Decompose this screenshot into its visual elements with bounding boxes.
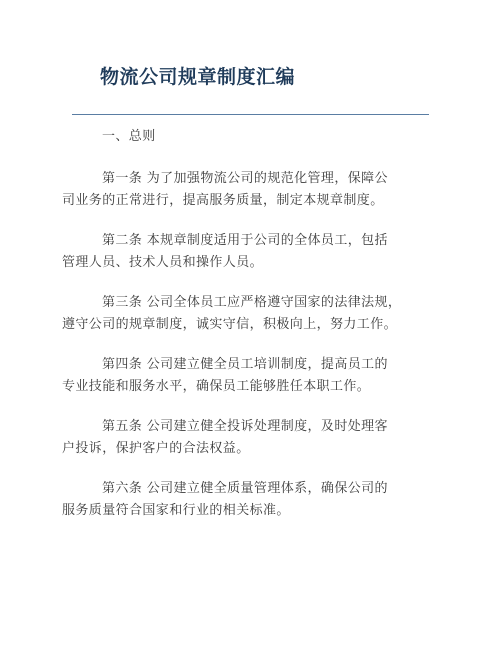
clause-line: 专业技能和服务水平，确保员工能够胜任本职工作。 [62,379,371,394]
clause-5 [62,416,442,460]
clause-6 [62,478,442,522]
clause-line: 户投诉，保护客户的合法权益。 [62,441,250,456]
clause-line: 司业务的正常进行，提高服务质量，制定本规章制度。 [62,193,384,208]
section-heading: 一、总则 [102,129,156,144]
clause-line: 遵守公司的规章制度，诚实守信，积极向上，努力工作。 [62,317,398,332]
document-title: 物流公司规章制度汇编 [100,66,296,88]
clause-1 [62,168,442,212]
clause-line: 管理人员、技术人员和操作人员。 [62,255,264,270]
clause-line: 第三条 公司全体员工应严格遵守国家的法律法规， [102,295,402,310]
clause-line: 服务质量符合国家和行业的相关标准。 [62,503,290,518]
clause-line: 第二条 本规章制度适用于公司的全体员工，包括 [102,233,388,248]
clause-2 [62,230,442,274]
clause-line: 第四条 公司建立健全员工培训制度，提高员工的 [102,357,388,372]
document-body [62,124,442,522]
clause-line: 第五条 公司建立健全投诉处理制度，及时处理客 [102,419,388,434]
clause-3 [62,292,442,336]
clause-4 [62,354,442,398]
clause-line: 第一条 为了加强物流公司的规范化管理，保障公 [102,171,388,186]
title-divider [72,114,429,115]
clause-line: 第六条 公司建立健全质量管理体系，确保公司的 [102,481,388,496]
